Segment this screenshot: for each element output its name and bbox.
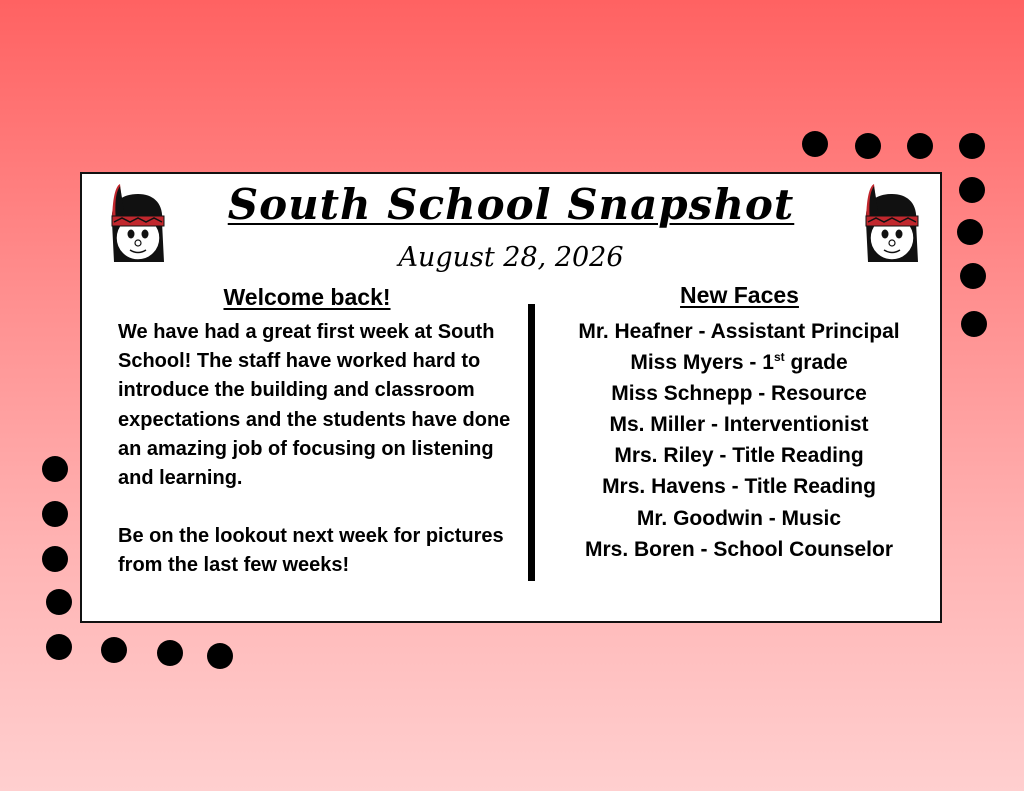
decorative-dot <box>961 311 987 337</box>
staff-item: Mrs. Boren - School Counselor <box>584 537 894 561</box>
new-faces-list <box>552 316 926 565</box>
decorative-dot <box>46 634 72 660</box>
decorative-dot <box>46 589 72 615</box>
staff-item: Mr. Heafner - Assistant Principal <box>578 320 900 343</box>
welcome-paragraph: Be on the lookout next week for pictures from the last few weeks! <box>118 525 504 577</box>
decorative-dot <box>802 131 828 157</box>
newsletter-date: August 28, 2026 <box>398 242 624 273</box>
decorative-dot <box>959 177 985 203</box>
staff-item <box>552 347 926 378</box>
ordinal-suffix: st <box>773 350 785 365</box>
staff-item: Mr. Goodwin - Music <box>636 506 842 530</box>
decorative-dot <box>42 501 68 527</box>
decorative-dot <box>959 133 985 159</box>
welcome-heading: Welcome back! <box>223 284 391 310</box>
decorative-dot <box>42 546 68 572</box>
new-faces-heading: New Faces <box>680 282 799 308</box>
decorative-dot <box>957 219 983 245</box>
staff-item: Ms. Miller - Interventionist <box>609 413 869 437</box>
welcome-paragraph: We have had a great first week at South School! The staff have worked hard to introduce the building and classroom expectations and the students have done an amazing job of focusing on listening and learning. <box>118 321 511 490</box>
decorative-dot <box>855 133 881 159</box>
decorative-dot <box>907 133 933 159</box>
decorative-dot <box>101 637 127 663</box>
staff-name: Miss Myers - 1 <box>630 351 774 375</box>
decorative-dot <box>157 640 183 666</box>
staff-item: Miss Schnepp - Resource <box>611 382 867 406</box>
decorative-dot <box>42 456 68 482</box>
staff-role: grade <box>784 351 848 375</box>
welcome-text <box>118 318 518 581</box>
decorative-dot <box>960 263 986 289</box>
staff-item: Mrs. Riley - Title Reading <box>614 444 864 468</box>
newsletter-card <box>80 172 942 623</box>
staff-item: Mrs. Havens - Title Reading <box>602 475 876 499</box>
newsletter-title: South School Snapshot <box>227 180 795 229</box>
column-divider <box>528 304 535 581</box>
decorative-dot <box>207 643 233 669</box>
